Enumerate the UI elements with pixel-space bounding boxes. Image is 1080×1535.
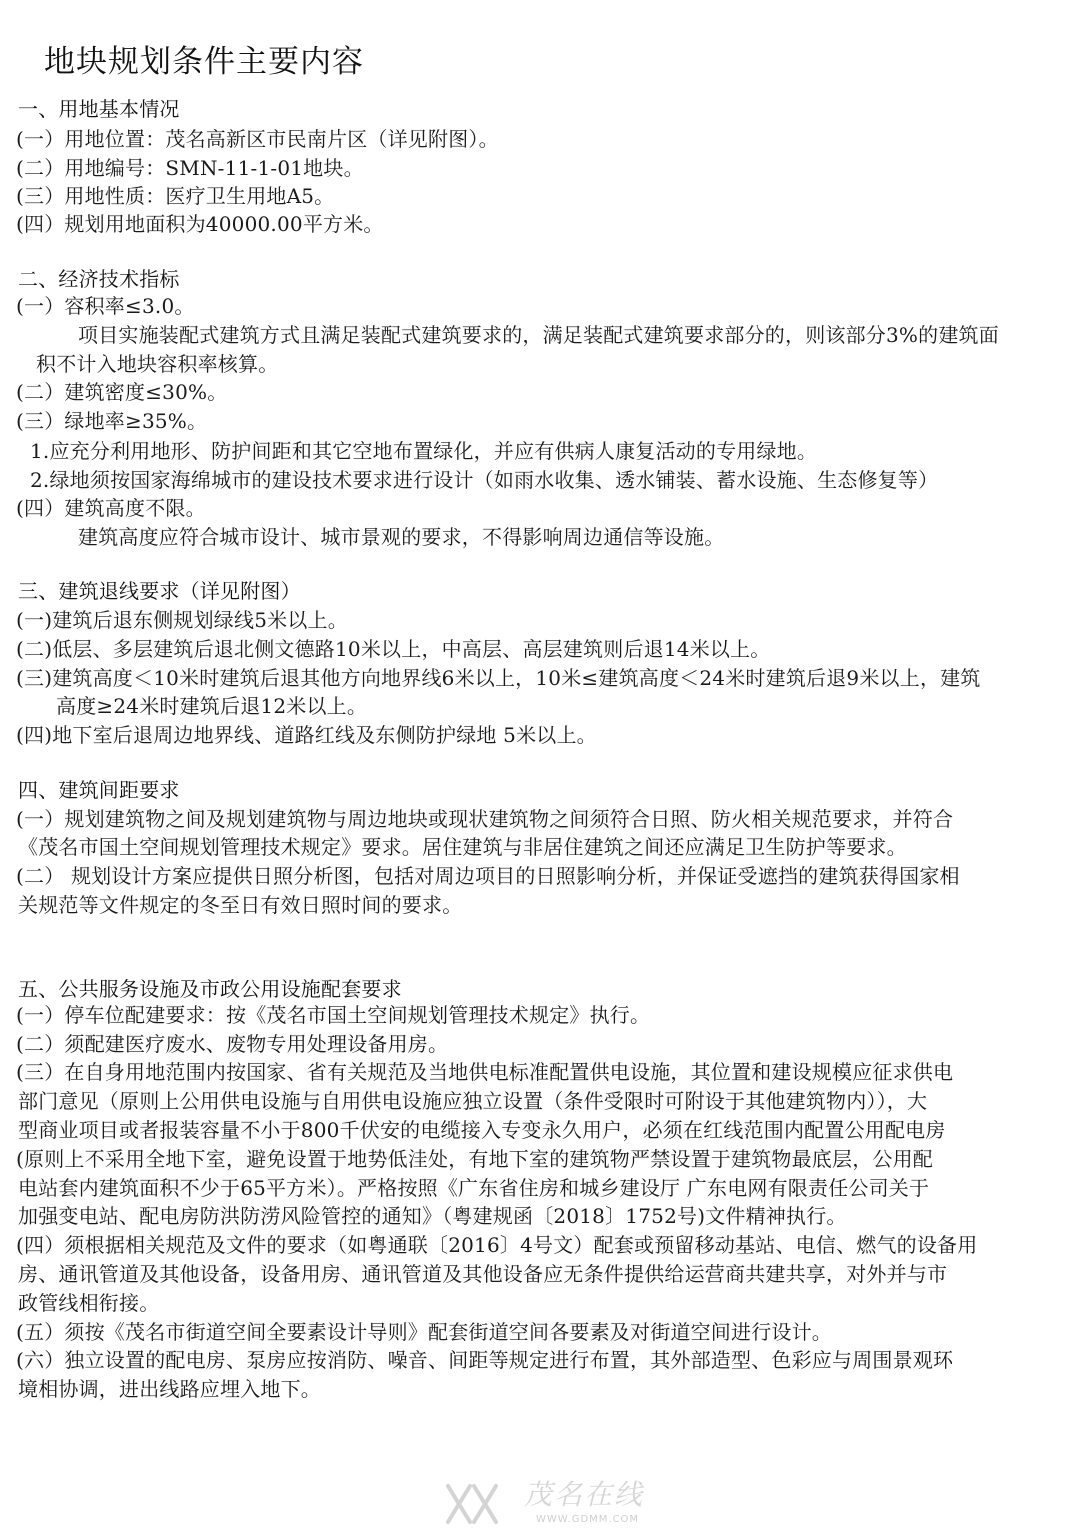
watermark [440,1478,660,1530]
text-line: 部门意见（原则上公用供电设施与自用供电设施应独立设置（条件受限时可附设于其他建筑物内）），大 [18,1089,928,1113]
text-line: (一）停车位配建要求：按《茂名市国土空间规划管理技术规定》执行。 [16,1003,651,1027]
text-line: (二）须配建医疗废水、废物专用处理设备用房。 [16,1032,449,1056]
text-line: (二）建筑密度≤30%。 [16,380,228,404]
text-line: (原则上不采用全地下室，避免设置于地势低洼处，有地下室的建筑物严禁设置于建筑物最底层，公用配 [16,1147,934,1171]
text-line: (二）用地编号：SMN-11-1-01地块。 [16,156,364,180]
text-line: 关规范等文件规定的冬至日有效日照时间的要求。 [18,893,463,917]
page-title: 地块规划条件主要内容 [44,44,364,80]
text-line: (四）须根据相关规范及文件的要求（如粤通联〔2016〕4号文）配套或预留移动基站、电信、燃气的设备用 [16,1233,978,1257]
text-line: 电站套内建筑面积不少于65平方米）。严格按照《广东省住房和城乡建设厅 广东电网有限责任公司关于 [18,1176,930,1200]
text-line: (三）在自身用地范围内按国家、省有关规范及当地供电标准配置供电设施，其位置和建设规模应征求供电 [16,1060,954,1084]
text-line: 高度≥24米时建筑后退12米以上。 [56,694,368,718]
text-line: 《茂名市国土空间规划管理技术规定》要求。居住建筑与非居住建筑之间还应满足卫生防护等要求。 [18,835,907,859]
section-heading-spacing: 四、建筑间距要求 [18,778,180,802]
text-line: (六）独立设置的配电房、泵房应按消防、噪音、间距等规定进行布置，其外部造型、色彩应与周围景观环 [16,1348,954,1372]
text-line: 房、通讯管道及其他设备，设备用房、通讯管道及其他设备应无条件提供给运营商共建共享，对外并与市 [18,1262,948,1286]
text-line: 积不计入地块容积率核算。 [36,352,279,376]
text-line: (一）容积率≤3.0。 [16,294,195,318]
text-line: 型商业项目或者报装容量不小于800千伏安的电缆接入专变永久用户，必须在红线范围内配置公用配电房 [18,1118,946,1142]
watermark-logo-icon [440,1480,500,1528]
section-heading-setback: 三、建筑退线要求（详见附图） [18,579,301,603]
section-heading-public-facilities: 五、公共服务设施及市政公用设施配套要求 [18,977,402,1001]
text-line: (四)地下室后退周边地界线、道路红线及东侧防护绿地 5米以上。 [16,723,597,747]
text-line: (二） 规划设计方案应提供日照分析图，包括对周边项目的日照影响分析，并保证受遮挡的建筑获得国家相 [16,864,960,888]
text-line: (一）规划建筑物之间及规划建筑物与周边地块或现状建筑物之间须符合日照、防火相关规范要求，并符合 [16,807,954,831]
text-line: 加强变电站、配电房防洪防涝风险管控的通知》（粤建规函〔2018〕1752号)文件精神执行。 [18,1204,847,1228]
text-line: 2.绿地须按国家海绵城市的建设技术要求进行设计（如雨水收集、透水铺装、蓄水设施、生态修复等） [30,468,939,492]
section-heading-basic-info: 一、用地基本情况 [18,97,180,121]
text-line: (三）用地性质：医疗卫生用地A5。 [16,184,335,208]
text-line: (二)低层、多层建筑后退北侧文德路10米以上，中高层、高层建筑则后退14米以上。 [16,637,771,661]
text-line: (三）绿地率≥35%。 [16,409,208,433]
text-line: 政管线相衔接。 [18,1291,160,1315]
text-line: (四）规划用地面积为40000.00平方米。 [16,212,384,236]
section-heading-economic-indicators: 二、经济技术指标 [18,267,180,291]
text-line: (四）建筑高度不限。 [16,496,206,520]
text-line: 1.应充分利用地形、防护间距和其它空地布置绿化，并应有供病人康复活动的专用绿地。 [30,439,818,463]
text-line: 境相协调，进出线路应埋入地下。 [18,1377,321,1401]
text-line: (三)建筑高度＜10米时建筑后退其他方向地界线6米以上，10米≤建筑高度＜24米时建筑后退9米以上，建筑 [16,666,981,690]
text-line: (一）用地位置：茂名高新区市民南片区（详见附图）。 [16,127,499,151]
text-line: 建筑高度应符合城市设计、城市景观的要求，不得影响周边通信等设施。 [78,525,725,549]
watermark-text: 茂名在线 [524,1478,645,1511]
text-line: (一)建筑后退东侧规划绿线5米以上。 [16,608,348,632]
text-line: (五）须按《茂名市街道空间全要素设计导则》配套街道空间各要素及对街道空间进行设计。 [16,1320,833,1344]
text-line: 项目实施装配式建筑方式且满足装配式建筑要求的，满足装配式建筑要求部分的，则该部分3%的建筑面 [78,323,999,347]
watermark-url: WWW.GDMM.COM [536,1514,640,1525]
